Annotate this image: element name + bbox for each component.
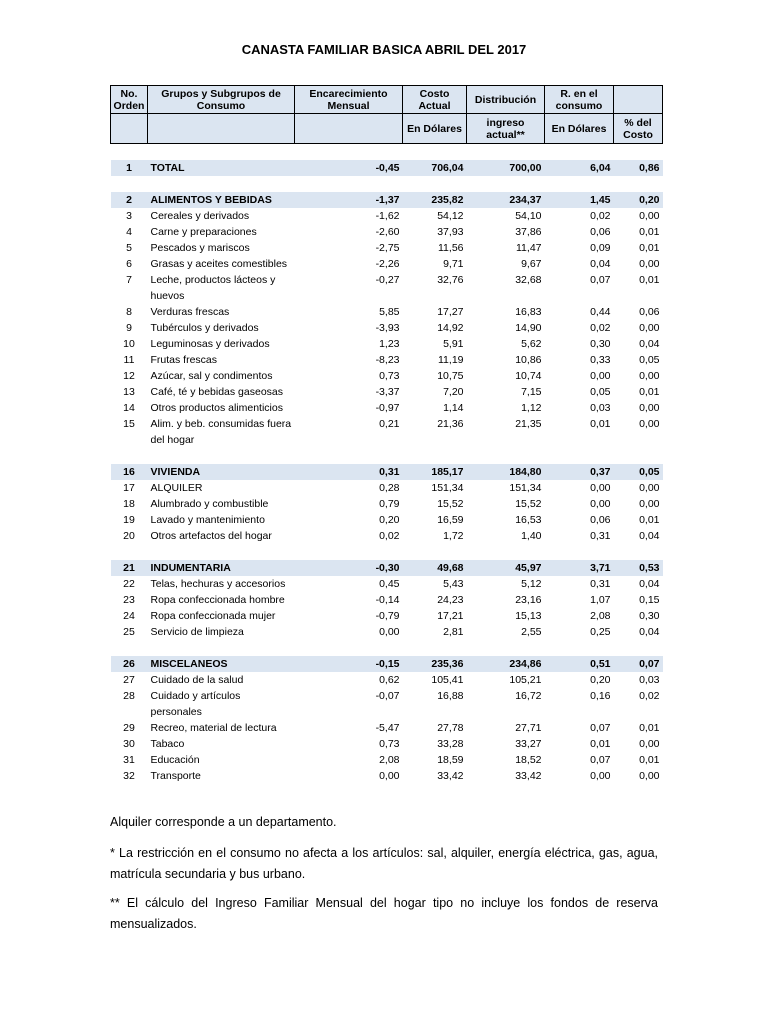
note-ingreso-text: ** El cálculo del Ingreso Familiar Mensual del hogar tipo no incluye los fondos de reserva mensualizados.	[110, 896, 658, 931]
cell-no: 2	[111, 192, 148, 208]
cell-costo: 185,17	[403, 464, 467, 480]
cell-restriccion: 0,02	[590, 210, 611, 222]
cell-restriccion: 0,09	[590, 242, 611, 254]
cell-costo: 10,75	[437, 370, 464, 382]
cell-restriccion: 0,31	[590, 530, 611, 542]
cell-porcentaje: 0,07	[614, 656, 663, 672]
cell-name: Ropa confeccionada mujer	[150, 610, 276, 622]
cell-distribucion: 1,12	[521, 402, 542, 414]
cell-encarecimiento: 0,20	[379, 514, 400, 526]
header-restriccion: R. en el consumo	[545, 86, 614, 114]
cell-costo: 54,12	[437, 210, 464, 222]
cell-porcentaje: 0,00	[639, 402, 660, 414]
table-row	[111, 592, 663, 608]
cell-distribucion: 5,12	[521, 578, 542, 590]
cell-encarecimiento: -8,23	[375, 354, 400, 366]
cell-costo: 49,68	[403, 560, 467, 576]
cell-distribucion: 700,00	[467, 160, 545, 176]
cell-costo: 15,52	[437, 498, 464, 510]
header-empty-no	[111, 114, 148, 144]
cell-distribucion: 21,35	[515, 418, 542, 430]
cell-distribucion: 9,67	[521, 258, 542, 270]
cell-distribucion: 18,52	[515, 754, 542, 766]
cell-distribucion: 23,16	[515, 594, 542, 606]
cell-costo: 105,41	[431, 674, 464, 686]
table-row	[111, 416, 663, 448]
cell-restriccion: 0,00	[590, 498, 611, 510]
cell-porcentaje: 0,01	[639, 226, 660, 238]
cell-no: 14	[123, 402, 135, 414]
cell-porcentaje: 0,05	[614, 464, 663, 480]
cell-costo: 235,82	[403, 192, 467, 208]
cell-distribucion: 16,72	[515, 690, 542, 702]
table-spacer	[111, 544, 663, 560]
cell-distribucion: 2,55	[521, 626, 542, 638]
cell-name: INDUMENTARIA	[148, 560, 295, 576]
note-restriccion	[110, 843, 658, 885]
cell-no: 24	[123, 610, 135, 622]
cell-porcentaje: 0,30	[639, 610, 660, 622]
cell-name: Pescados y mariscos	[150, 242, 250, 254]
cell-encarecimiento: 0,00	[379, 770, 400, 782]
table-group-row	[111, 560, 663, 576]
cell-name: Ropa confeccionada hombre	[150, 594, 285, 606]
cell-no: 25	[123, 626, 135, 638]
cell-costo: 17,27	[437, 306, 464, 318]
header-grupos: Grupos y Subgrupos de Consumo	[148, 86, 295, 114]
cell-no: 19	[123, 514, 135, 526]
table-row	[111, 768, 663, 784]
cell-name: Lavado y mantenimiento	[150, 514, 265, 526]
cell-no: 28	[123, 690, 135, 702]
table-row	[111, 336, 663, 352]
cell-encarecimiento: -0,79	[375, 610, 400, 622]
cell-no: 17	[123, 482, 135, 494]
table-spacer	[111, 640, 663, 656]
cell-distribucion: 54,10	[515, 210, 542, 222]
header-porcentaje-top	[614, 86, 663, 114]
cell-no: 10	[123, 338, 135, 350]
cell-porcentaje: 0,00	[639, 370, 660, 382]
cell-costo: 5,91	[443, 338, 464, 350]
cell-porcentaje: 0,00	[639, 482, 660, 494]
table-group-row	[111, 464, 663, 480]
cell-encarecimiento: -3,93	[375, 322, 400, 334]
table-row	[111, 272, 663, 304]
cell-encarecimiento: -0,15	[295, 656, 403, 672]
cell-porcentaje: 0,53	[614, 560, 663, 576]
cell-encarecimiento: -0,30	[295, 560, 403, 576]
cell-no: 16	[111, 464, 148, 480]
cell-distribucion: 14,90	[515, 322, 542, 334]
cell-encarecimiento: -0,45	[295, 160, 403, 176]
cell-porcentaje: 0,04	[639, 578, 660, 590]
cell-name: Cuidado de la salud	[150, 674, 244, 686]
cell-encarecimiento: -3,37	[375, 386, 400, 398]
cell-porcentaje: 0,06	[639, 306, 660, 318]
cell-distribucion: 37,86	[515, 226, 542, 238]
cell-porcentaje: 0,00	[639, 258, 660, 270]
table-row	[111, 352, 663, 368]
cell-costo: 706,04	[403, 160, 467, 176]
cell-restriccion: 0,33	[590, 354, 611, 366]
cell-restriccion: 0,20	[590, 674, 611, 686]
cell-name: ALIMENTOS Y BEBIDAS	[148, 192, 295, 208]
cell-costo: 11,19	[438, 354, 464, 366]
cell-porcentaje: 0,00	[639, 498, 660, 510]
cell-restriccion: 0,05	[590, 386, 611, 398]
spacer-cell	[111, 640, 663, 656]
table-row	[111, 672, 663, 688]
cell-name: Telas, hechuras y accesorios	[150, 578, 286, 590]
cell-encarecimiento: -0,07	[375, 690, 400, 702]
spacer-cell	[111, 544, 663, 560]
cell-distribucion: 7,15	[521, 386, 542, 398]
cell-distribucion: 10,74	[515, 370, 542, 382]
cell-name: Leche, productos lácteos y huevos	[150, 274, 276, 302]
cell-restriccion: 0,01	[590, 418, 611, 430]
table-row	[111, 688, 663, 720]
table-group-row	[111, 656, 663, 672]
cell-distribucion: 15,52	[515, 498, 542, 510]
cell-name: Alim. y beb. consumidas fuera del hogar	[150, 418, 292, 446]
cell-costo: 9,71	[443, 258, 464, 270]
cell-costo: 7,20	[443, 386, 464, 398]
cell-distribucion: 15,13	[515, 610, 542, 622]
cell-name: Frutas frescas	[150, 354, 218, 366]
cell-restriccion: 6,04	[545, 160, 614, 176]
header-empty-grupos	[148, 114, 295, 144]
cell-restriccion: 0,16	[590, 690, 611, 702]
cell-costo: 11,56	[438, 242, 464, 254]
cell-name: Tabaco	[150, 738, 185, 750]
cell-no: 13	[123, 386, 135, 398]
cell-costo: 33,42	[437, 770, 464, 782]
note-restriccion-text: * La restricción en el consumo no afecta a los artículos: sal, alquiler, energía eléctrica, gas, agua, matrícula secundaria y bus urbano.	[110, 846, 658, 881]
spacer-cell	[111, 176, 663, 192]
cell-restriccion: 0,07	[590, 754, 611, 766]
cell-encarecimiento: -5,47	[375, 722, 400, 734]
cell-porcentaje: 0,20	[614, 192, 663, 208]
cell-name: VIVIENDA	[148, 464, 295, 480]
cell-encarecimiento: 0,73	[379, 370, 400, 382]
cell-porcentaje: 0,03	[639, 674, 660, 686]
table-row	[111, 256, 663, 272]
table-row	[111, 496, 663, 512]
cell-restriccion: 2,08	[590, 610, 611, 622]
table-row	[111, 160, 663, 176]
cell-encarecimiento: -0,14	[375, 594, 400, 606]
cell-porcentaje: 0,00	[639, 210, 660, 222]
cell-no: 31	[123, 754, 135, 766]
cell-porcentaje: 0,05	[639, 354, 660, 366]
cell-encarecimiento: 0,31	[295, 464, 403, 480]
cell-porcentaje: 0,01	[639, 274, 660, 286]
cell-distribucion: 16,53	[515, 514, 542, 526]
cell-encarecimiento: 5,85	[379, 306, 400, 318]
table-row	[111, 752, 663, 768]
cell-encarecimiento: 0,21	[379, 418, 400, 430]
cell-restriccion: 0,25	[590, 626, 611, 638]
cell-distribucion: 27,71	[515, 722, 542, 734]
cell-porcentaje: 0,01	[639, 386, 660, 398]
note-alquiler-text: Alquiler corresponde a un departamento.	[110, 815, 337, 829]
cell-porcentaje: 0,00	[639, 322, 660, 334]
cell-porcentaje: 0,04	[639, 338, 660, 350]
table-row	[111, 304, 663, 320]
cell-encarecimiento: -1,62	[375, 210, 400, 222]
cell-distribucion: 234,37	[467, 192, 545, 208]
table-row	[111, 320, 663, 336]
table-row	[111, 224, 663, 240]
table-row	[111, 512, 663, 528]
table-spacer	[111, 176, 663, 192]
cell-encarecimiento: -2,75	[375, 242, 400, 254]
cell-name: Cereales y derivados	[150, 210, 250, 222]
table-spacer	[111, 144, 663, 161]
cell-costo: 27,78	[437, 722, 464, 734]
cell-distribucion: 11,47	[516, 242, 542, 254]
cell-name: ALQUILER	[150, 482, 203, 494]
basket-table	[110, 85, 663, 784]
table-row	[111, 240, 663, 256]
cell-costo: 16,59	[437, 514, 464, 526]
table-group-row	[111, 192, 663, 208]
cell-costo: 37,93	[437, 226, 464, 238]
cell-restriccion: 0,00	[590, 370, 611, 382]
cell-name: TOTAL	[148, 160, 295, 176]
cell-encarecimiento: -2,60	[375, 226, 400, 238]
cell-porcentaje: 0,01	[639, 722, 660, 734]
header-empty-encarecimiento	[295, 114, 403, 144]
cell-encarecimiento: 0,28	[379, 482, 400, 494]
cell-no: 1	[111, 160, 148, 176]
cell-costo: 235,36	[403, 656, 467, 672]
cell-name: Tubérculos y derivados	[150, 322, 259, 334]
cell-restriccion: 0,37	[545, 464, 614, 480]
cell-encarecimiento: -0,27	[375, 274, 400, 286]
cell-porcentaje: 0,15	[639, 594, 660, 606]
table-row	[111, 480, 663, 496]
cell-no: 9	[126, 322, 132, 334]
cell-restriccion: 0,00	[590, 482, 611, 494]
cell-costo: 1,72	[443, 530, 464, 542]
cell-name: MISCELANEOS	[148, 656, 295, 672]
cell-restriccion: 0,06	[590, 514, 611, 526]
cell-restriccion: 0,04	[590, 258, 611, 270]
cell-no: 3	[126, 210, 132, 222]
cell-porcentaje: 0,02	[639, 690, 660, 702]
cell-no: 29	[123, 722, 135, 734]
table-row	[111, 384, 663, 400]
cell-restriccion: 0,06	[590, 226, 611, 238]
cell-distribucion: 16,83	[515, 306, 542, 318]
cell-no: 12	[123, 370, 135, 382]
header-restriccion-sub: En Dólares	[545, 114, 614, 144]
cell-no: 7	[126, 274, 132, 286]
cell-porcentaje: 0,01	[639, 242, 660, 254]
cell-porcentaje: 0,00	[639, 738, 660, 750]
cell-costo: 151,34	[431, 482, 464, 494]
cell-porcentaje: 0,04	[639, 626, 660, 638]
cell-restriccion: 0,07	[590, 722, 611, 734]
table-row	[111, 624, 663, 640]
header-porcentaje-sub: % del Costo	[614, 114, 663, 144]
cell-costo: 1,14	[443, 402, 464, 414]
cell-restriccion: 0,01	[590, 738, 611, 750]
note-alquiler	[110, 812, 658, 833]
cell-name: Leguminosas y derivados	[150, 338, 270, 350]
cell-costo: 21,36	[437, 418, 464, 430]
cell-no: 6	[126, 258, 132, 270]
cell-no: 4	[126, 226, 132, 238]
cell-restriccion: 0,00	[590, 770, 611, 782]
cell-no: 20	[123, 530, 135, 542]
header-no: No. Orden	[111, 86, 148, 114]
cell-distribucion: 105,21	[509, 674, 542, 686]
cell-no: 18	[123, 498, 135, 510]
table-body	[111, 144, 663, 785]
cell-encarecimiento: -1,37	[295, 192, 403, 208]
cell-name: Recreo, material de lectura	[150, 722, 277, 734]
table-row	[111, 368, 663, 384]
cell-restriccion: 0,30	[590, 338, 611, 350]
cell-name: Otros productos alimenticios	[150, 402, 283, 414]
header-encarecimiento: Encarecimiento Mensual	[295, 86, 403, 114]
cell-costo: 18,59	[437, 754, 464, 766]
table-spacer	[111, 448, 663, 464]
cell-costo: 14,92	[437, 322, 464, 334]
table-row	[111, 208, 663, 224]
cell-costo: 32,76	[437, 274, 464, 286]
header-costo-sub: En Dólares	[403, 114, 467, 144]
cell-restriccion: 0,03	[590, 402, 611, 414]
cell-porcentaje: 0,86	[614, 160, 663, 176]
spacer-cell	[111, 144, 663, 161]
cell-restriccion: 0,31	[590, 578, 611, 590]
cell-encarecimiento: 2,08	[379, 754, 400, 766]
cell-no: 11	[123, 354, 135, 366]
cell-distribucion: 32,68	[515, 274, 542, 286]
cell-name: Cuidado y artículos personales	[150, 690, 241, 718]
cell-name: Carne y preparaciones	[150, 226, 257, 238]
table-row	[111, 720, 663, 736]
cell-costo: 33,28	[437, 738, 464, 750]
cell-name: Verduras frescas	[150, 306, 230, 318]
cell-distribucion: 33,42	[515, 770, 542, 782]
cell-distribucion: 184,80	[467, 464, 545, 480]
cell-restriccion: 0,44	[590, 306, 611, 318]
cell-no: 32	[123, 770, 135, 782]
cell-costo: 24,23	[437, 594, 464, 606]
cell-name: Alumbrado y combustible	[150, 498, 269, 510]
cell-restriccion: 0,07	[590, 274, 611, 286]
cell-porcentaje: 0,01	[639, 754, 660, 766]
cell-distribucion: 10,86	[515, 354, 542, 366]
header-costo: Costo Actual	[403, 86, 467, 114]
cell-no: 22	[123, 578, 135, 590]
cell-name: Café, té y bebidas gaseosas	[150, 386, 284, 398]
cell-encarecimiento: 1,23	[379, 338, 400, 350]
header-distribucion-sub: ingreso actual**	[467, 114, 545, 144]
cell-restriccion: 0,02	[590, 322, 611, 334]
cell-encarecimiento: -2,26	[375, 258, 400, 270]
cell-name: Grasas y aceites comestibles	[150, 258, 288, 270]
cell-no: 27	[123, 674, 135, 686]
cell-porcentaje: 0,04	[639, 530, 660, 542]
cell-distribucion: 33,27	[515, 738, 542, 750]
cell-encarecimiento: 0,45	[379, 578, 400, 590]
cell-costo: 16,88	[437, 690, 464, 702]
spacer-cell	[111, 448, 663, 464]
cell-name: Otros artefactos del hogar	[150, 530, 272, 542]
cell-no: 30	[123, 738, 135, 750]
cell-encarecimiento: 0,62	[379, 674, 400, 686]
cell-encarecimiento: 0,79	[379, 498, 400, 510]
cell-encarecimiento: -0,97	[375, 402, 400, 414]
cell-name: Transporte	[150, 770, 201, 782]
cell-distribucion: 151,34	[509, 482, 542, 494]
cell-no: 21	[111, 560, 148, 576]
table-row	[111, 608, 663, 624]
cell-restriccion: 3,71	[545, 560, 614, 576]
cell-costo: 5,43	[443, 578, 464, 590]
cell-name: Azúcar, sal y condimentos	[150, 370, 273, 382]
table-row	[111, 400, 663, 416]
cell-restriccion: 1,45	[545, 192, 614, 208]
cell-encarecimiento: 0,00	[379, 626, 400, 638]
cell-no: 23	[123, 594, 135, 606]
document-title: CANASTA FAMILIAR BASICA ABRIL DEL 2017	[241, 42, 527, 57]
cell-name: Servicio de limpieza	[150, 626, 244, 638]
table-row	[111, 736, 663, 752]
cell-no: 5	[126, 242, 132, 254]
cell-encarecimiento: 0,02	[379, 530, 400, 542]
cell-distribucion: 234,86	[467, 656, 545, 672]
cell-costo: 17,21	[437, 610, 464, 622]
table-header	[111, 86, 663, 144]
cell-porcentaje: 0,00	[639, 418, 660, 430]
table-row	[111, 576, 663, 592]
header-distribucion: Distribución	[467, 86, 545, 114]
cell-no: 8	[126, 306, 132, 318]
cell-distribucion: 5,62	[521, 338, 542, 350]
cell-no: 15	[123, 418, 135, 430]
cell-restriccion: 1,07	[590, 594, 611, 606]
cell-name: Educación	[150, 754, 200, 766]
cell-encarecimiento: 0,73	[379, 738, 400, 750]
cell-no: 26	[111, 656, 148, 672]
cell-distribucion: 1,40	[521, 530, 542, 542]
cell-porcentaje: 0,01	[639, 514, 660, 526]
cell-distribucion: 45,97	[467, 560, 545, 576]
cell-porcentaje: 0,00	[639, 770, 660, 782]
cell-costo: 2,81	[443, 626, 464, 638]
cell-restriccion: 0,51	[545, 656, 614, 672]
table-row	[111, 528, 663, 544]
note-ingreso	[110, 893, 658, 935]
